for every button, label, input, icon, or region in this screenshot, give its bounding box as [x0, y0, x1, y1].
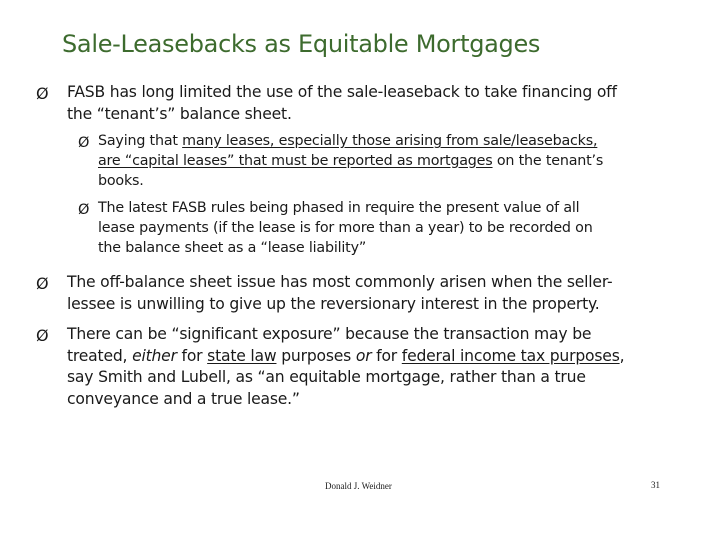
bullet-arrow-icon: Ø	[78, 202, 90, 218]
bullet-arrow-icon: Ø	[36, 326, 49, 345]
bullet-arrow-icon: Ø	[78, 135, 90, 151]
bullet-text: FASB has long limited the use of the sale-leaseback to take financing off the “tenant’s” balance sheet.	[67, 83, 617, 123]
sub-bullet-text: The latest FASB rules being phased in require the present value of all lease payments (if the lease is for more than a year) to be recorded on the balance sheet as a “lease liability”	[98, 200, 593, 256]
bullet-arrow-icon: Ø	[36, 84, 49, 103]
bullet-text: There can be “significant exposure” because the transaction may be treated, either for state law purposes or for federal income tax purposes, say Smith and Lubell, as “an equitable mortgage, rather than a true conveyance and a true lease.”	[67, 325, 625, 408]
slide-title: Sale-Leasebacks as Equitable Mortgages	[62, 30, 541, 58]
bullet-text: The off-balance sheet issue has most commonly arisen when the seller- lessee is unwilling to give up the reversionary interest in the property.	[67, 273, 613, 313]
footer-page-number: 31	[651, 480, 660, 490]
footer-author: Donald J. Weidner	[325, 481, 392, 491]
sub-bullet-text: Saying that many leases, especially those arising from sale/leasebacks, are “capital leases” that must be reported as mortgages on the tenant’s books.	[98, 133, 604, 189]
bullet-arrow-icon: Ø	[36, 274, 49, 293]
